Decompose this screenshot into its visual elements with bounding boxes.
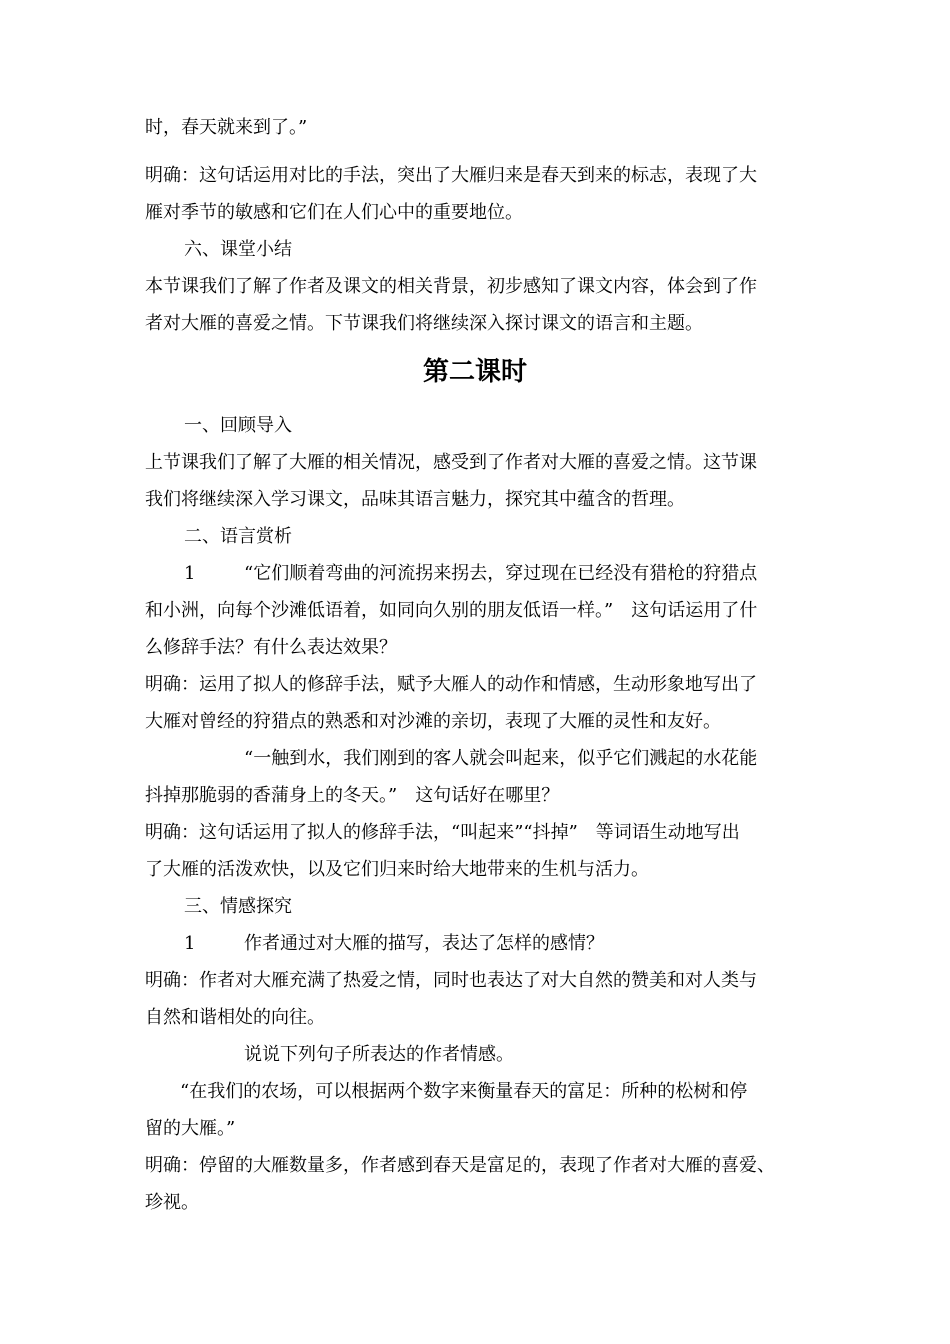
section-heading: 一、回顾导入 (184, 415, 292, 436)
text-line: 么修辞手法？有什么表达效果？ (145, 637, 397, 658)
text-line: 明确：作者对大雁充满了热爱之情，同时也表达了对大自然的赞美和对人类与 (145, 970, 757, 991)
text-line: 本节课我们了解了作者及课文的相关背景，初步感知了课文内容，体会到了作 (145, 276, 757, 297)
question-number: 1 (184, 933, 196, 954)
question-number: 1 (184, 563, 196, 584)
text-line: 雁对季节的敏感和它们在人们心中的重要地位。 (145, 202, 523, 223)
text-line: 上节课我们了解了大雁的相关情况，感受到了作者对大雁的喜爱之情。这节课 (145, 452, 757, 473)
text-line: 自然和谐相处的向往。 (145, 1007, 325, 1028)
question-text: 说说下列句子所表达的作者情感。 (244, 1044, 514, 1065)
text-line: 明确：这句话运用对比的手法，突出了大雁归来是春天到来的标志，表现了大 (145, 165, 757, 186)
text-line: 留的大雁。” (145, 1118, 236, 1139)
text-line: 明确：这句话运用了拟人的修辞手法，“叫起来”“抖掉” 等词语生动地写出 (145, 822, 740, 843)
text-line: 我们将继续深入学习课文，品味其语言魅力，探究其中蕴含的哲理。 (145, 489, 685, 510)
text-line: 和小洲，向每个沙滩低语着，如同向久别的朋友低语一样。” 这句话运用了什 (145, 600, 758, 621)
question-text: “一触到水，我们刚到的客人就会叫起来，似乎它们溅起的水花能 (244, 748, 758, 769)
section-heading: 六、课堂小结 (184, 239, 292, 260)
text-line: 明确：停留的大雁数量多，作者感到春天是富足的，表现了作者对大雁的喜爱、 (145, 1155, 775, 1176)
text-line: 大雁对曾经的狩猎点的熟悉和对沙滩的亲切，表现了大雁的灵性和友好。 (145, 711, 721, 732)
text-line: 明确：运用了拟人的修辞手法，赋予大雁人的动作和情感，生动形象地写出了 (145, 674, 757, 695)
text-line: 了大雁的活泼欢快，以及它们归来时给大地带来的生机与活力。 (145, 859, 649, 880)
question-text: 作者通过对大雁的描写，表达了怎样的感情？ (244, 933, 604, 954)
text-line: 抖掉那脆弱的香蒲身上的冬天。” 这句话好在哪里？ (145, 785, 560, 806)
section-heading: 三、情感探究 (184, 896, 292, 917)
text-line: 者对大雁的喜爱之情。下节课我们将继续深入探讨课文的语言和主题。 (145, 313, 703, 334)
page-title: 第二课时 (422, 357, 527, 387)
text-line: 时，春天就来到了。” (145, 117, 308, 138)
text-line: 珍视。 (145, 1192, 199, 1213)
section-heading: 二、语言赏析 (184, 526, 292, 547)
quote-line: “在我们的农场，可以根据两个数字来衡量春天的富足：所种的松树和停 (180, 1081, 748, 1102)
question-text: “它们顺着弯曲的河流拐来拐去，穿过现在已经没有猎枪的狩猎点 (244, 563, 758, 584)
